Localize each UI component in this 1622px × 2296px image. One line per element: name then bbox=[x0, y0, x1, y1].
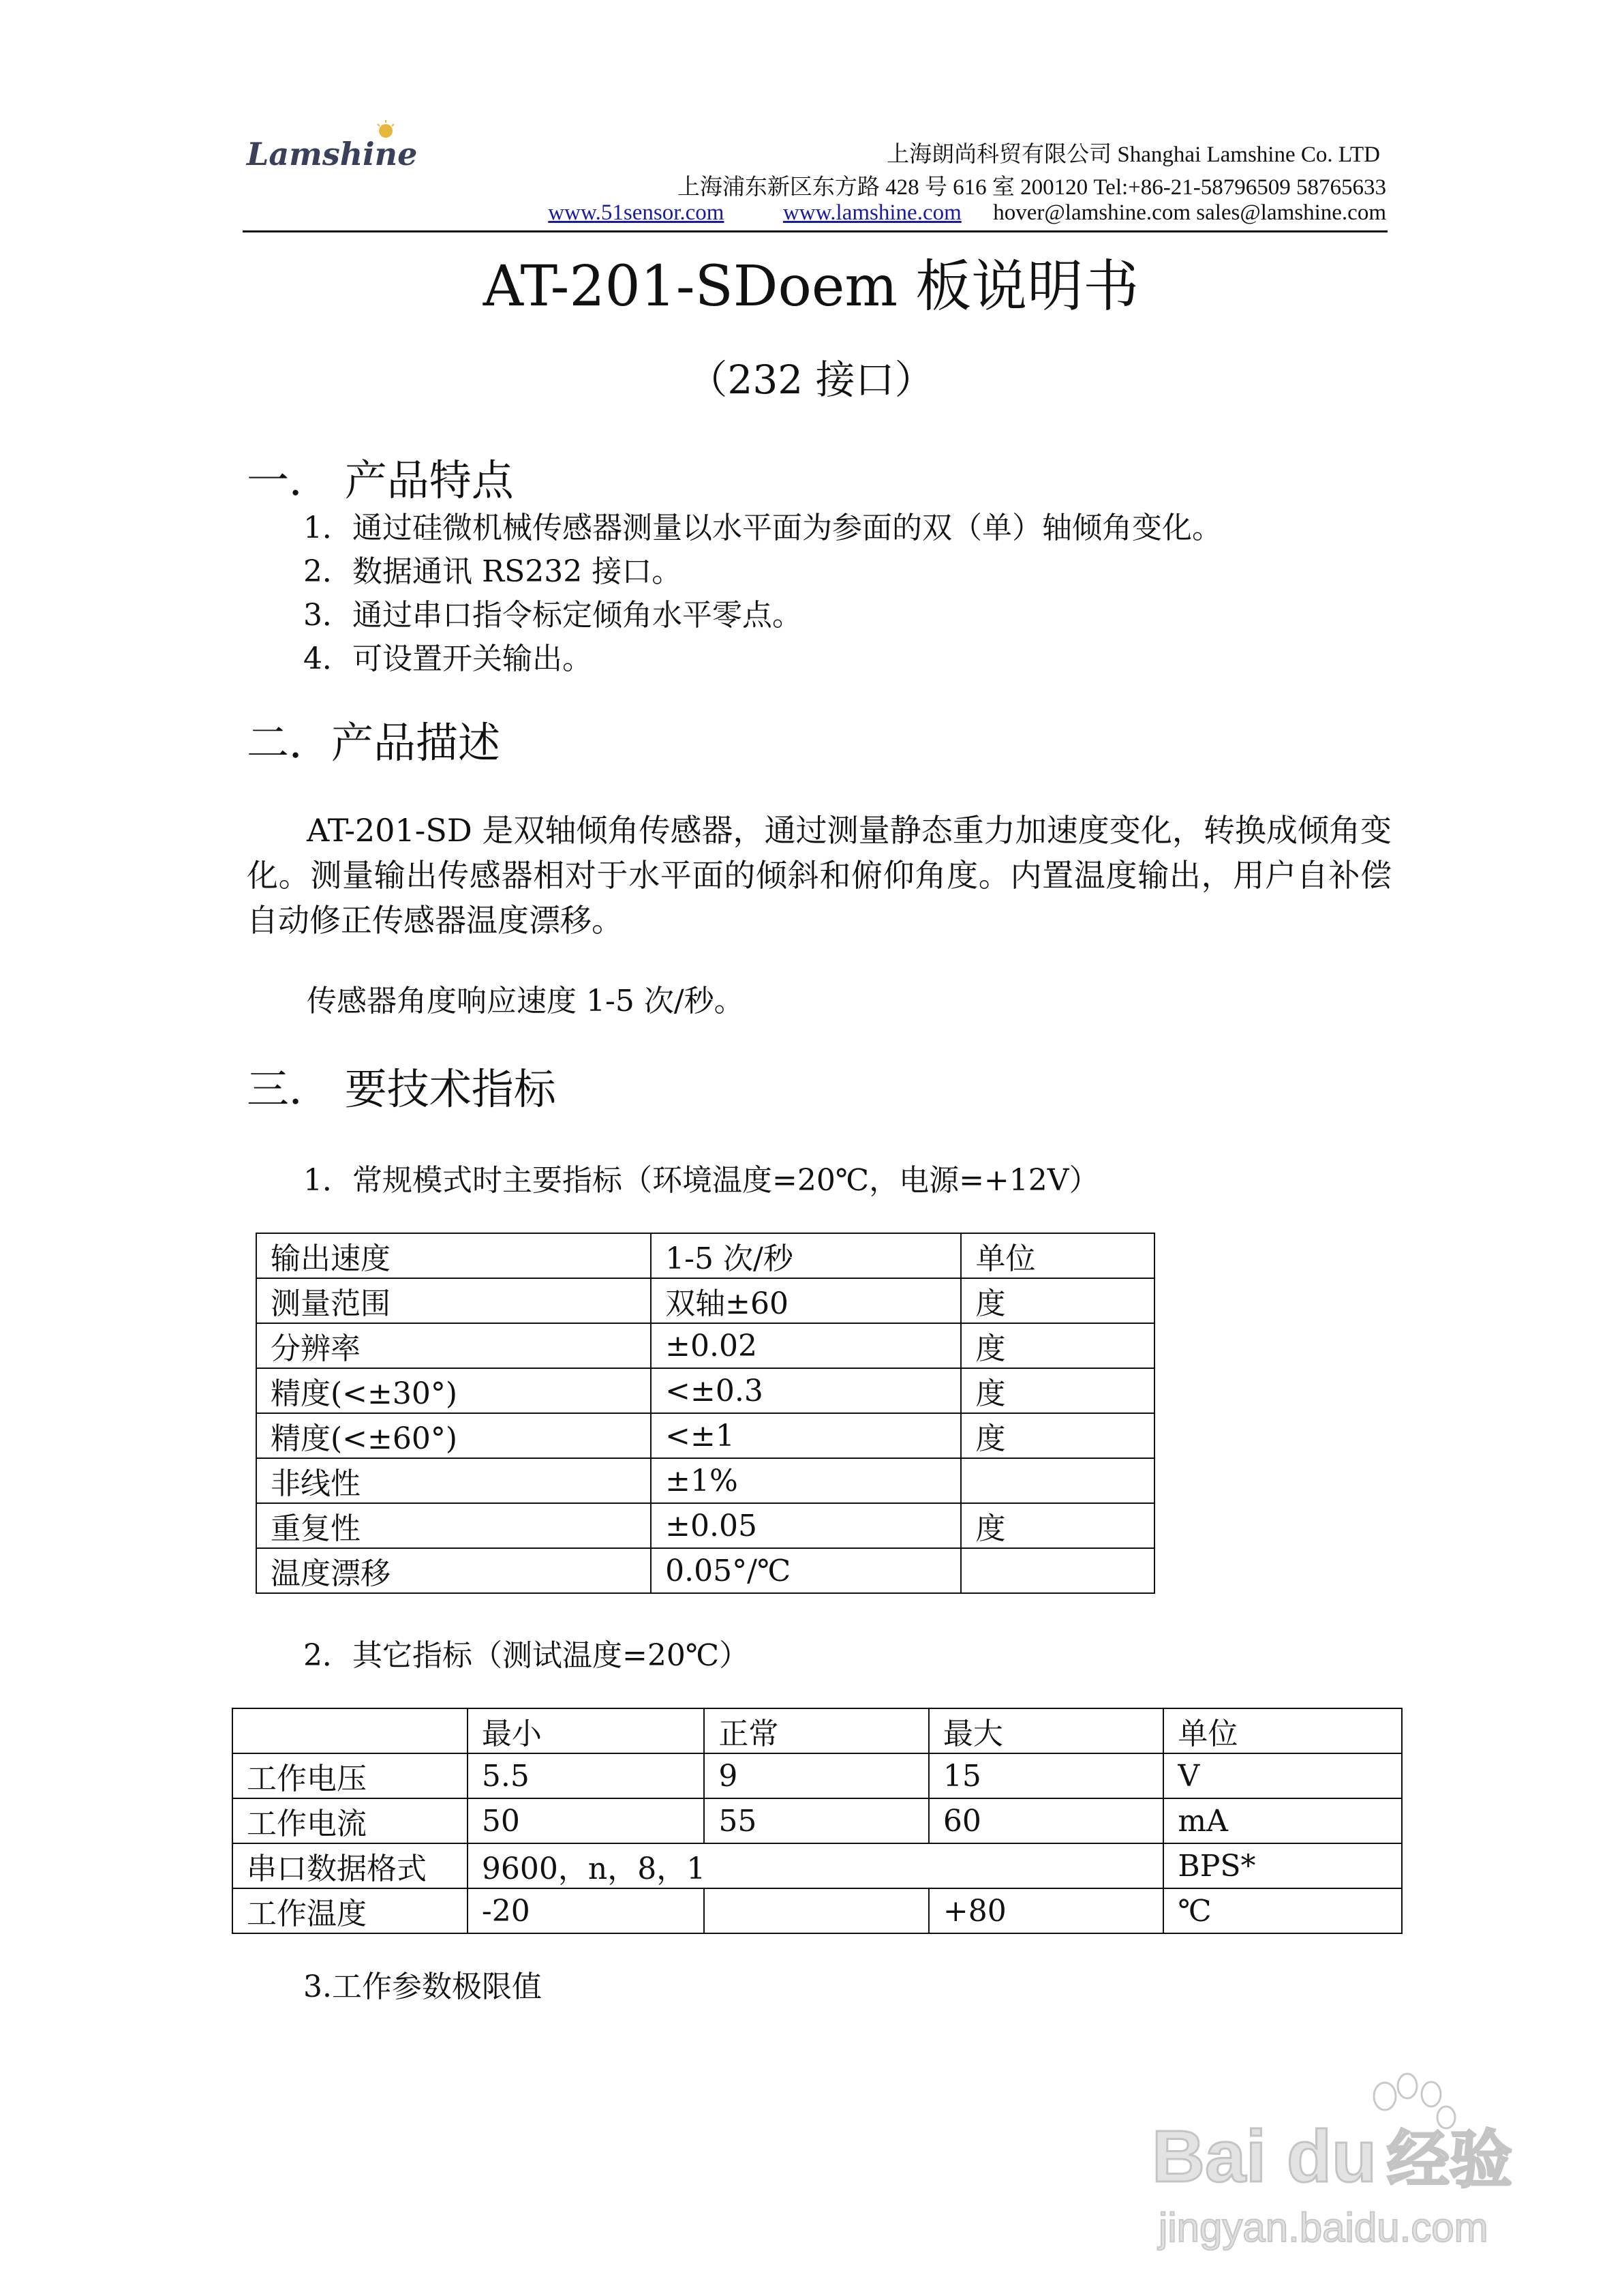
table-cell: 5.5 bbox=[468, 1753, 704, 1798]
section-heading-specs: 三． 要技术指标 bbox=[247, 1064, 556, 1114]
table-cell: 非线性 bbox=[256, 1458, 651, 1503]
table-row bbox=[256, 1233, 1154, 1278]
table-cell: 精度(<±60°) bbox=[256, 1413, 651, 1458]
other-spec-table bbox=[232, 1708, 1403, 1934]
table-cell: 串口数据格式 bbox=[232, 1843, 468, 1888]
table-row bbox=[256, 1548, 1154, 1593]
table-cell: 度 bbox=[961, 1278, 1154, 1323]
table-cell: 输出速度 bbox=[256, 1233, 651, 1278]
table-cell: 55 bbox=[704, 1798, 929, 1843]
table-cell bbox=[704, 1888, 929, 1933]
feature-item: 4．可设置开关输出。 bbox=[303, 641, 592, 676]
response-speed-note: 传感器角度响应速度 1-5 次/秒。 bbox=[307, 984, 744, 1018]
table-cell: 温度漂移 bbox=[256, 1548, 651, 1593]
table-cell: V bbox=[1163, 1753, 1402, 1798]
table-cell: 单位 bbox=[961, 1233, 1154, 1278]
table-cell: 0.05°/℃ bbox=[651, 1548, 961, 1593]
table-cell: 工作电流 bbox=[232, 1798, 468, 1843]
table-cell: 工作温度 bbox=[232, 1888, 468, 1933]
table-cell: -20 bbox=[468, 1888, 704, 1933]
table-cell: BPS* bbox=[1163, 1843, 1402, 1888]
table-row bbox=[256, 1278, 1154, 1323]
table-row bbox=[256, 1368, 1154, 1413]
table-cell: mA bbox=[1163, 1798, 1402, 1843]
watermark-jingyan: 经验 bbox=[1387, 2124, 1513, 2196]
logo-text: Lamshine bbox=[247, 136, 418, 172]
table-cell: 9600，n，8，1 bbox=[468, 1843, 1164, 1888]
spec-subheading-normal-mode: 1．常规模式时主要指标（环境温度=20℃，电源=+12V） bbox=[303, 1163, 1099, 1198]
watermark-brand: Bai bbox=[1152, 2115, 1267, 2197]
table-cell: 度 bbox=[961, 1323, 1154, 1368]
table-cell: 度 bbox=[961, 1368, 1154, 1413]
table-cell: 15 bbox=[929, 1753, 1164, 1798]
lamshine-logo bbox=[244, 120, 428, 181]
table-cell: 工作电压 bbox=[232, 1753, 468, 1798]
table-cell: <±0.3 bbox=[651, 1368, 961, 1413]
table-cell: 双轴±60 bbox=[651, 1278, 961, 1323]
watermark-url: jingyan.baidu.com bbox=[1159, 2205, 1488, 2250]
table-cell: 正常 bbox=[704, 1708, 929, 1753]
table-cell: ±1% bbox=[651, 1458, 961, 1503]
table-row bbox=[232, 1888, 1402, 1933]
table-cell: 重复性 bbox=[256, 1503, 651, 1548]
spec-subheading-limits: 3.工作参数极限值 bbox=[303, 1969, 542, 2004]
header-divider bbox=[243, 230, 1388, 232]
section-heading-features: 一． 产品特点 bbox=[247, 455, 514, 505]
table-cell: 测量范围 bbox=[256, 1278, 651, 1323]
table-cell: 最小 bbox=[468, 1708, 704, 1753]
table-cell: ±0.05 bbox=[651, 1503, 961, 1548]
company-name: 上海朗尚科贸有限公司 Shanghai Lamshine Co. LTD bbox=[887, 142, 1380, 167]
table-cell: 50 bbox=[468, 1798, 704, 1843]
section-heading-description: 二．产品描述 bbox=[247, 718, 501, 768]
table-row bbox=[256, 1413, 1154, 1458]
table-cell: 度 bbox=[961, 1413, 1154, 1458]
table-cell: 度 bbox=[961, 1503, 1154, 1548]
spec-subheading-other: 2．其它指标（测试温度=20℃） bbox=[303, 1638, 750, 1673]
table-cell: 60 bbox=[929, 1798, 1164, 1843]
document-title: AT-201-SDoem 板说明书 bbox=[483, 254, 1139, 319]
table-row bbox=[256, 1458, 1154, 1503]
table-cell: 最大 bbox=[929, 1708, 1164, 1753]
table-row bbox=[256, 1323, 1154, 1368]
table-cell: ±0.02 bbox=[651, 1323, 961, 1368]
table-row bbox=[256, 1503, 1154, 1548]
watermark-brand-du: du bbox=[1287, 2115, 1377, 2197]
baidu-jingyan-watermark bbox=[1131, 2059, 1540, 2263]
website-link-51sensor[interactable]: www.51sensor.com bbox=[548, 200, 724, 225]
website-link-lamshine[interactable]: www.lamshine.com bbox=[782, 200, 962, 225]
table-row-serial-format bbox=[232, 1843, 1402, 1888]
feature-item: 1．通过硅微机械传感器测量以水平面为参面的双（单）轴倾角变化。 bbox=[303, 511, 1222, 545]
table-cell: 9 bbox=[704, 1753, 929, 1798]
table-cell: 精度(<±30°) bbox=[256, 1368, 651, 1413]
table-cell: 分辨率 bbox=[256, 1323, 651, 1368]
table-cell: 1-5 次/秒 bbox=[651, 1233, 961, 1278]
table-cell: 单位 bbox=[1163, 1708, 1402, 1753]
feature-item: 3．通过串口指令标定倾角水平零点。 bbox=[303, 598, 802, 633]
feature-item: 2．数据通讯 RS232 接口。 bbox=[303, 554, 682, 589]
table-header-row bbox=[232, 1708, 1402, 1753]
description-paragraph: AT-201-SD 是双轴倾角传感器，通过测量静态重力加速度变化，转换成倾角变化。测量输出传感器相对于水平面的倾斜和俯仰角度。内置温度输出，用户自补偿自动修正传感器温度漂移。 bbox=[247, 812, 1392, 939]
table-cell: +80 bbox=[929, 1888, 1164, 1933]
table-cell bbox=[961, 1458, 1154, 1503]
table-cell: ℃ bbox=[1163, 1888, 1402, 1933]
main-spec-table bbox=[256, 1233, 1155, 1594]
table-cell: <±1 bbox=[651, 1413, 961, 1458]
table-row bbox=[232, 1798, 1402, 1843]
table-cell bbox=[961, 1548, 1154, 1593]
document-subtitle: （232 接口） bbox=[688, 357, 934, 403]
contact-line bbox=[548, 200, 1386, 226]
table-cell bbox=[232, 1708, 468, 1753]
company-address: 上海浦东新区东方路 428 号 616 室 200120 Tel:+86-21-58796509 58765633 bbox=[677, 175, 1386, 200]
email-addresses: hover@lamshine.com sales@lamshine.com bbox=[993, 200, 1386, 225]
table-row bbox=[232, 1753, 1402, 1798]
